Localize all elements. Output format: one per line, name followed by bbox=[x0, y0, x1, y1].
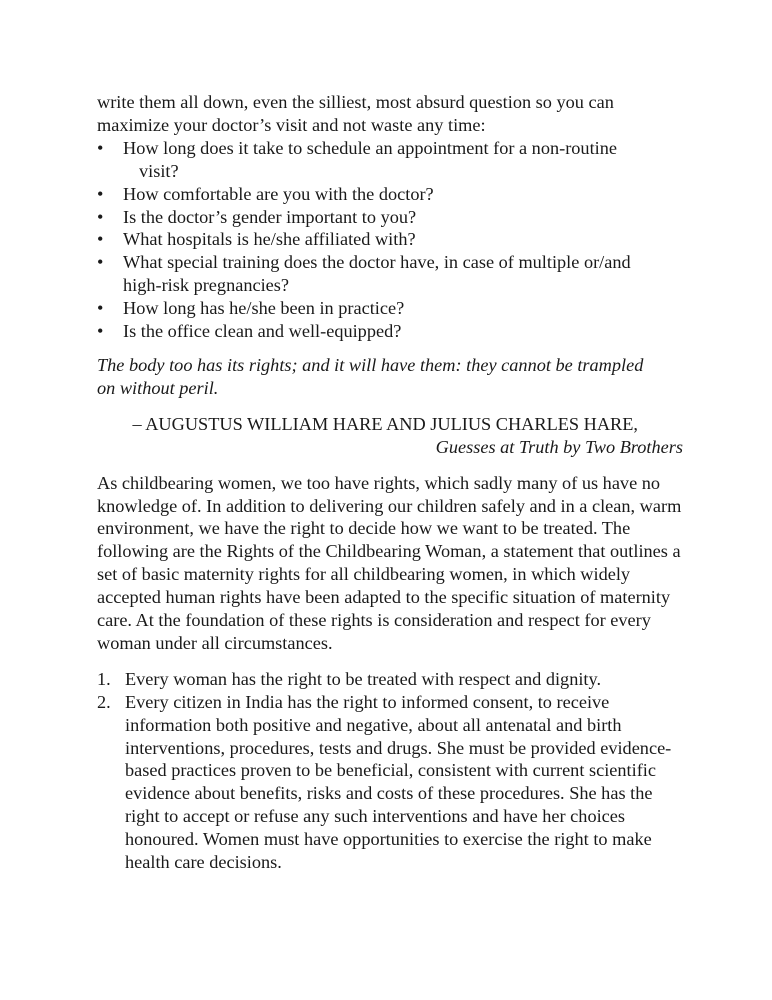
bullet-marker: • bbox=[97, 206, 104, 227]
intro-paragraph bbox=[97, 91, 683, 137]
intro-line-1: write them all down, even the silliest, most absurd question so you can bbox=[97, 92, 614, 112]
bullet-marker: • bbox=[97, 137, 104, 158]
bullet-marker: • bbox=[97, 229, 104, 250]
list-item-text: What special training does the doctor have, in case of multiple or/and bbox=[123, 252, 631, 273]
bullet-marker: • bbox=[97, 183, 104, 204]
list-item bbox=[97, 297, 683, 320]
rights-list bbox=[97, 668, 683, 874]
list-item bbox=[97, 251, 683, 297]
list-item-number: 2. bbox=[97, 691, 111, 712]
list-item-text: Every woman has the right to be treated with respect and dignity. bbox=[125, 668, 602, 689]
list-item-text: Every citizen in India has the right to informed consent, to receive information both positive and negative, about all antenatal and birth interventions, procedures, tests and drugs. She must be provided evidence-based practices proven to be beneficial, consistent with current scientific evidence about benefits, risks and costs of these procedures. She has the right to accept or refuse any such interventions and have her choices honoured. Women must have opportunities to exercise the right to make health care decisions. bbox=[125, 691, 672, 873]
list-item bbox=[97, 320, 683, 343]
list-item-text: What hospitals is he/she affiliated with? bbox=[123, 229, 416, 250]
list-item-continuation: visit? bbox=[139, 160, 179, 181]
list-item-text: How comfortable are you with the doctor? bbox=[123, 183, 434, 204]
epigraph-source: Guesses at Truth by Two Brothers bbox=[435, 436, 683, 457]
list-item bbox=[97, 668, 683, 691]
list-item-continuation: high-risk pregnancies? bbox=[123, 275, 289, 296]
body-paragraph: As childbearing women, we too have rights, which sadly many of us have no knowledge of. In addition to delivering our children safely and in a clean, warm environment, we have the right to decide how we want to be treated. The following are the Rights of the Childbearing Woman, a statement that outlines a set of basic maternity rights for all childbearing women, in which widely accepted human rights have been adapted to the specific situation of maternity care. At the foundation of these rights is consideration and respect for every woman under all circumstances. bbox=[97, 472, 682, 653]
list-item bbox=[97, 206, 683, 229]
list-item bbox=[97, 691, 683, 874]
list-item-text: How long does it take to schedule an appointment for a non-routine bbox=[123, 137, 617, 158]
list-item-text: Is the doctor’s gender important to you? bbox=[123, 206, 417, 227]
list-item bbox=[97, 183, 683, 206]
epigraph-quote-line-1: The body too has its rights; and it will have them: they cannot be trampled bbox=[97, 354, 644, 375]
question-list bbox=[97, 137, 683, 343]
list-item bbox=[97, 228, 683, 251]
epigraph-author: – AUGUSTUS WILLIAM HARE AND JULIUS CHARLES HARE, bbox=[132, 413, 638, 434]
intro-line-2: maximize your doctor’s visit and not waste any time: bbox=[97, 114, 486, 135]
bullet-marker: • bbox=[97, 298, 104, 319]
list-item-text: How long has he/she been in practice? bbox=[123, 298, 405, 319]
list-item-text: Is the office clean and well-equipped? bbox=[123, 321, 402, 342]
page-content bbox=[97, 91, 683, 874]
epigraph-attribution bbox=[97, 413, 683, 459]
epigraph-quote bbox=[97, 354, 683, 400]
epigraph-quote-line-2: on without peril. bbox=[97, 377, 219, 398]
bullet-marker: • bbox=[97, 321, 104, 342]
list-item-number: 1. bbox=[97, 668, 111, 689]
list-item bbox=[97, 137, 683, 183]
bullet-marker: • bbox=[97, 252, 104, 273]
